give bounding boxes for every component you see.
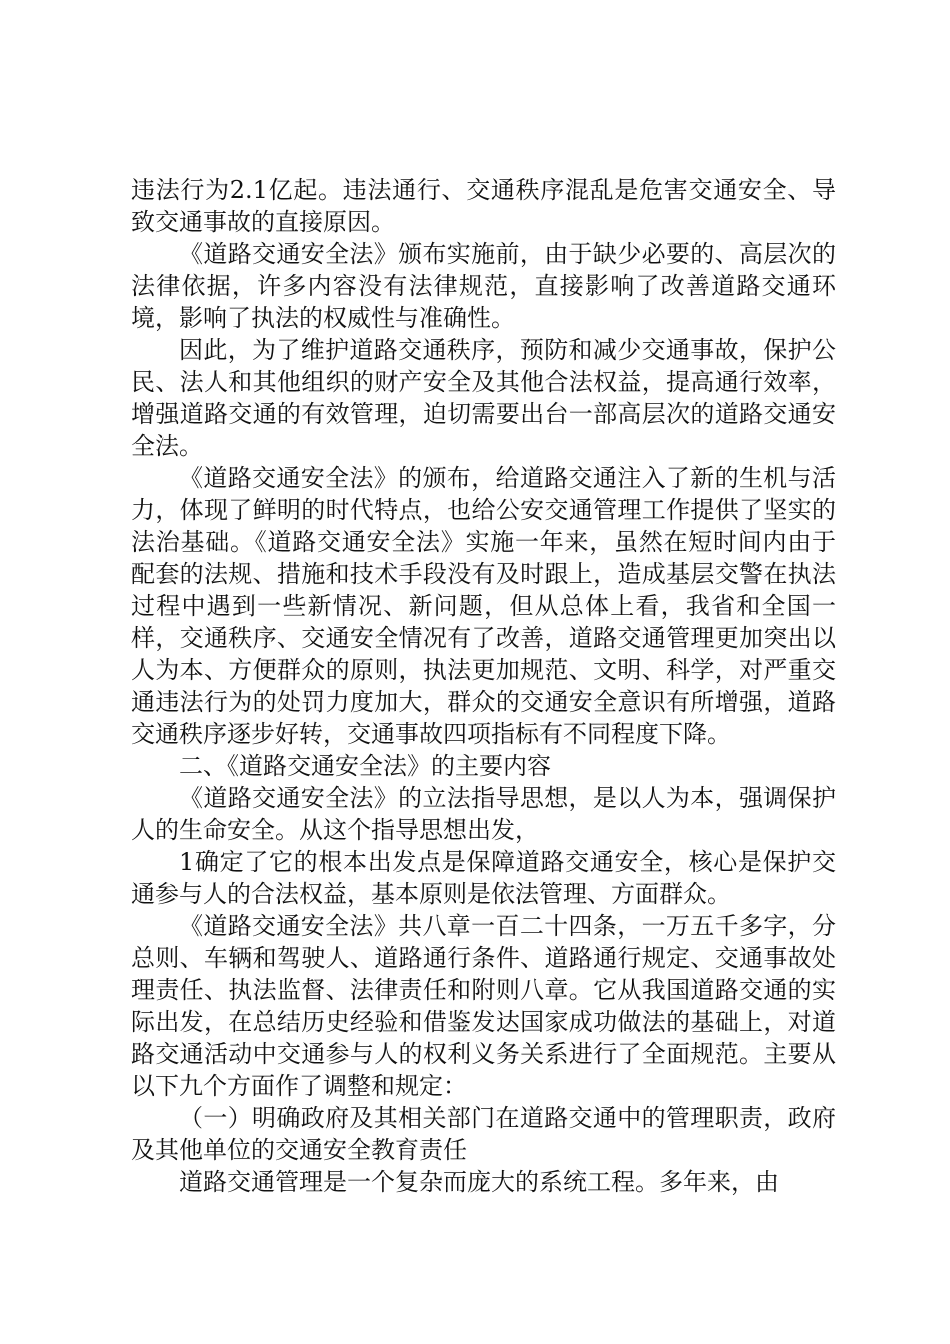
document-body (131, 174, 836, 1198)
paragraph-3: 因此，为了维护道路交通秩序，预防和减少交通事故，保护公民、法人和其他组织的财产安全及其他合法权益，提高通行效率，增强道路交通的有效管理，迫切需要出台一部高层次的道路交通安全法。 (131, 336, 836, 460)
paragraph-4: 《道路交通安全法》的颁布，给道路交通注入了新的生机与活力，体现了鲜明的时代特点，也给公安交通管理工作提供了坚实的法治基础。《道路交通安全法》实施一年来，虽然在短时间内由于配套的法规、措施和技术手段没有及时跟上，造成基层交警在执法过程中遇到一些新情况、新问题，但从总体上看，我省和全国一样，交通秩序、交通安全情况有了改善，道路交通管理更加突出以人为本、方便群众的原则，执法更加规范、文明、科学，对严重交通违法行为的处罚力度加大，群众的交通安全意识有所增强，道路交通秩序逐步好转，交通事故四项指标有不同程度下降。 (131, 464, 836, 748)
paragraph-8: 《道路交通安全法》共八章一百二十四条，一万五千多字，分总则、车辆和驾驶人、道路通行条件、道路通行规定、交通事故处理责任、执法监督、法律责任和附则八章。它从我国道路交通的实际出发，在总结历史经验和借鉴发达国家成功做法的基础上，对道路交通活动中交通参与人的权利义务关系进行了全面规范。主要从以下九个方面作了调整和规定： (131, 912, 836, 1100)
paragraph-7: 1确定了它的根本出发点是保障道路交通安全，核心是保护交通参与人的合法权益，基本原则是依法管理、方面群众。 (131, 848, 836, 908)
subsection-heading-1: （一）明确政府及其相关部门在道路交通中的管理职责，政府及其他单位的交通安全教育责任 (131, 1104, 836, 1164)
section-heading-2: 二、《道路交通安全法》的主要内容 (179, 752, 551, 780)
paragraph-6: 《道路交通安全法》的立法指导思想，是以人为本，强调保护人的生命安全。从这个指导思想出发， (131, 784, 836, 844)
paragraph-10: 道路交通管理是一个复杂而庞大的系统工程。多年来，由 (179, 1168, 779, 1196)
paragraph-2: 《道路交通安全法》颁布实施前，由于缺少必要的、高层次的法律依据，许多内容没有法律规范，直接影响了改善道路交通环境，影响了执法的权威性与准确性。 (131, 240, 836, 332)
paragraph-1: 违法行为2.1亿起。违法通行、交通秩序混乱是危害交通安全、导致交通事故的直接原因。 (131, 176, 836, 236)
